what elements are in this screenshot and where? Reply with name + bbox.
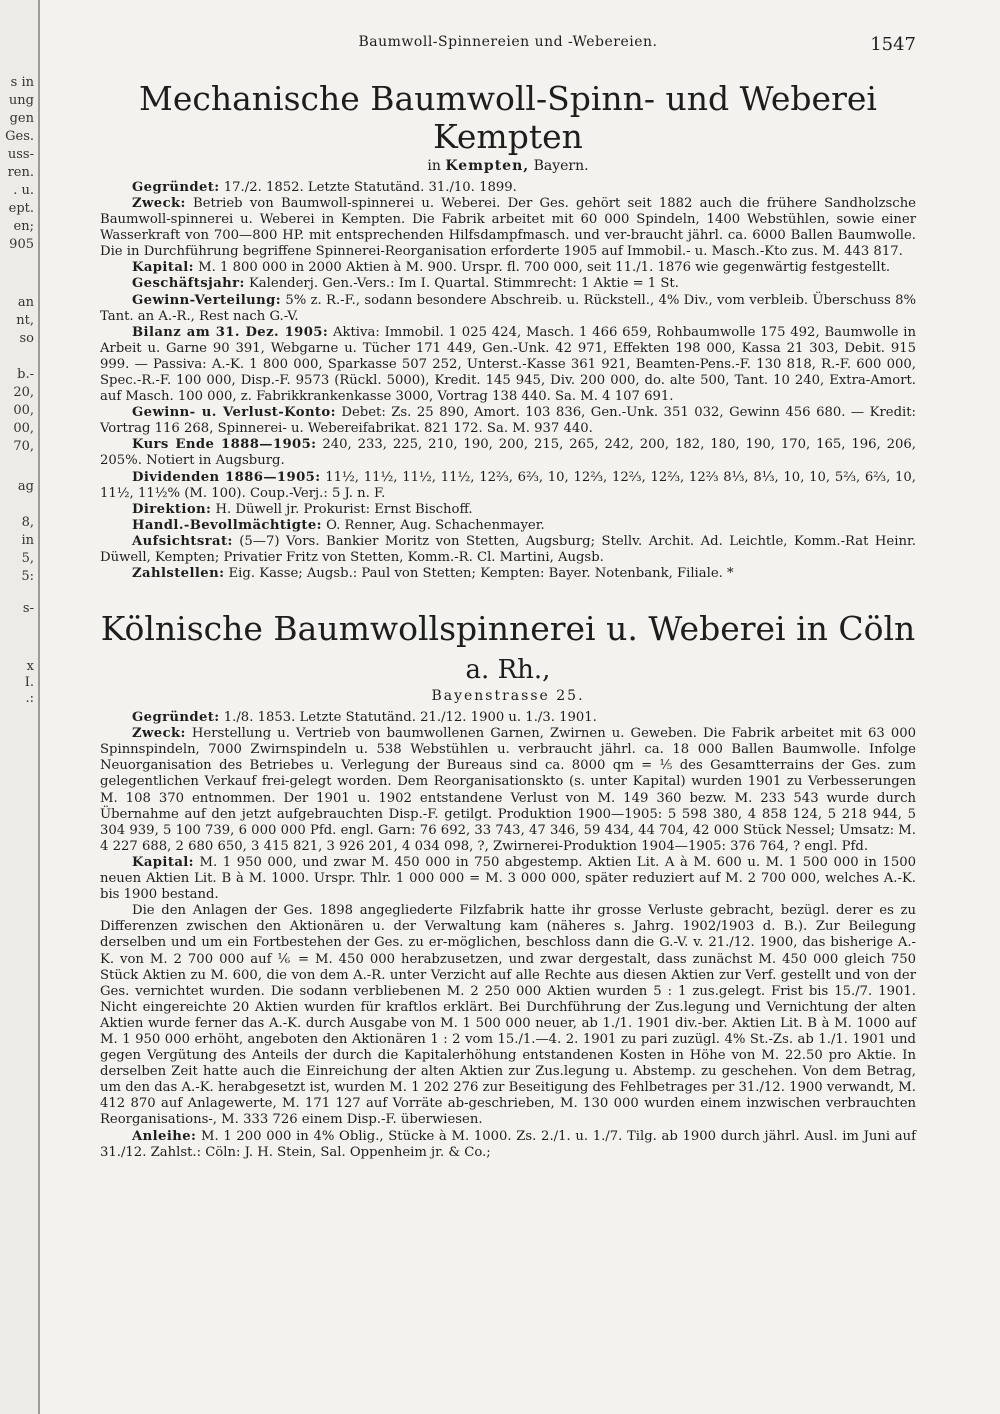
entry-label: Gewinn- u. Verlust-Konto: bbox=[132, 405, 336, 421]
entry-label: Kapital: bbox=[132, 854, 194, 870]
entry-paragraph bbox=[100, 276, 916, 292]
entry-label: Anleihe: bbox=[132, 1128, 197, 1144]
entry-text: M. 1 950 000, und zwar M. 450 000 in 750 abgestemp. Aktien Lit. A à M. 600 u. M. 1 500 000 in 1500 neuen Aktien Lit. B à M. 1000. Urspr. Thlr. 1 000 000 = M. 3 000 000, später reduziert auf M. 2 700 000, welches A.-K. bis 1900 bestand. bbox=[100, 854, 917, 903]
entry-text: Betrieb von Baumwoll-spinnerei u. Weberei. Der Ges. gehört seit 1882 auch die frühere Sandholzsche Baumwoll-spinnerei u. Weberei in Kempten. Die Fabrik arbeitet mit 60 000 Spindeln, 1400 Webstühlen, sowie einer Wasserkraft von 700—800 HP. mit entsprechenden Hilfsdampfmasch. und ver-braucht jährl. ca. 6000 Ballen Baumwolle. Die in Durchführung begriffene Spinnerei-Reorganisation erforderte 1905 auf Immobil.- u. Masch.-Kto zus. M. 443 817. bbox=[100, 195, 916, 260]
entry-paragraph bbox=[100, 470, 916, 502]
margin-fragment: I. bbox=[24, 675, 34, 690]
entry-label: Bilanz am 31. Dez. 1905: bbox=[132, 324, 329, 340]
entry-paragraph bbox=[100, 293, 916, 325]
entry-paragraph bbox=[100, 534, 916, 566]
margin-fragment: ag bbox=[17, 479, 34, 494]
entry-paragraph bbox=[100, 1129, 916, 1161]
entry-text: M. 1 200 000 in 4% Oblig., Stücke à M. 1000. Zs. 2./1. u. 1./7. Tilg. ab 1900 durch jährl. Ausl. im Juni auf 31./12. Zahlst.: Cöln: J. H. Stein, Sal. Oppenheim jr. & Co.; bbox=[100, 1128, 916, 1160]
company-1-title: Mechanische Baumwoll-Spinn- und Weberei Kempten bbox=[139, 79, 877, 156]
entry-paragraph bbox=[100, 710, 916, 726]
running-head bbox=[100, 34, 916, 64]
margin-fragment: gen bbox=[9, 111, 34, 126]
company-2-address: Bayenstrasse 25. bbox=[431, 688, 585, 705]
margin-fragment: 5: bbox=[21, 569, 34, 584]
entry-label: Gegründet: bbox=[132, 710, 220, 726]
entry-text: 17./2. 1852. Letzte Statutänd. 31./10. 1899. bbox=[223, 179, 517, 195]
page bbox=[100, 34, 916, 1161]
page-number: 1547 bbox=[870, 34, 916, 55]
entry-text: H. Düwell jr. Prokurist: Ernst Bischoff. bbox=[215, 501, 473, 517]
margin-fragment: s in bbox=[10, 75, 34, 90]
margin-fragment: an bbox=[17, 295, 34, 310]
margin-fragment: 5, bbox=[21, 551, 34, 566]
company-2-name-suffix: a. Rh., bbox=[465, 655, 551, 686]
company-1-entries bbox=[100, 180, 916, 582]
entry-paragraph bbox=[100, 437, 916, 469]
entry-paragraph bbox=[100, 405, 916, 437]
entry-paragraph bbox=[100, 325, 916, 405]
running-title: Baumwoll-Spinnereien und -Webereien. bbox=[358, 34, 658, 50]
entry-label: Zweck: bbox=[132, 726, 186, 742]
entry-paragraph bbox=[100, 566, 916, 582]
entry-paragraph bbox=[100, 518, 916, 534]
location-prefix: in bbox=[427, 157, 441, 174]
entry-label: Gegründet: bbox=[132, 179, 220, 195]
margin-fragment: s- bbox=[22, 601, 34, 616]
margin-fragment: b.- bbox=[17, 367, 34, 382]
entry-text: Aktiva: Immobil. 1 025 424, Masch. 1 466 659, Rohbaumwolle 175 492, Baumwolle in Arbeit u. Garne 90 391, Webgarne u. Tücher 171 449, Gen.-Unk. 42 971, Effekten 198 000, Kassa 21 303, Debit. 915 999. — Passiva: A.-K. 1 800 000, Sparkasse 507 252, Unterst.-Kasse 361 921, Beamten-Pens.-F. 130 818, R.-F. 600 000, Spec.-R.-F. 100 000, Disp.-F. 9573 (Rückl. 5000), Kredit. 145 945, Div. 200 000, do. alte 500, Tant. 10 240, Extra-Amort. auf Masch. 100 000, z. Fabrikkrankenkasse 3000, Vortrag 138 440. Sa. M. 4 107 691. bbox=[100, 324, 916, 405]
entry-text: 1./8. 1853. Letzte Statutänd. 21./12. 1900 u. 1./3. 1901. bbox=[223, 710, 597, 726]
margin-fragment: 70, bbox=[13, 439, 34, 454]
entry-paragraph bbox=[100, 903, 916, 1128]
entry-text: (5—7) Vors. Bankier Moritz von Stetten, Augsburg; Stellv. Archit. Ad. Leichtle, Komm.-Rat Heinr. Düwell, Kempten; Privatier Fritz von Stetten, Komm.-R. Cl. Martini, Augsb. bbox=[100, 533, 916, 566]
entry-paragraph bbox=[100, 260, 916, 276]
entry-label: Direktion: bbox=[132, 501, 212, 517]
entry-text: Eig. Kasse; Augsb.: Paul von Stetten; Kempten: Bayer. Notenbank, Filiale. * bbox=[228, 566, 734, 582]
margin-fragment: 905 bbox=[9, 237, 34, 252]
entry-text: Herstellung u. Vertrieb von baumwollenen Garnen, Zwirnen u. Geweben. Die Fabrik arbeitet mit 63 000 Spinnspindeln, 7000 Zwirnspindeln u. 538 Webstühlen u. verbraucht jährl. ca. 18 000 Ballen Baumwolle. Infolge Neuorganisation des Betriebes u. Verlegung der Bureaus sind ca. 8000 qm = ⅕ des Gesamtterrains der Ges. zum gelegentlichen Verkauf frei-gelegt worden. Dem Reorganisationskto (s. unter Kapital) wurden 1901 zu Verbesserungen M. 108 370 entnommen. Der 1901 u. 1902 entstandene Verlust von M. 149 360 bezw. M. 233 543 wurde durch Übernahme auf den jetzt aufgebrauchten Disp.-F. getilgt. Produktion 1900—1905: 5 598 380, 4 858 124, 5 218 944, 5 304 939, 5 100 739, 6 000 000 Pfd. engl. Garn: 76 692, 33 743, 47 346, 59 434, 44 704, 42 000 Stück Nessel; Umsatz: M. 4 227 688, 2 680 650, 3 415 821, 3 926 201, 4 034 098, ?, Zwirnerei-Produktion 1904—1905: 376 764, ? engl. Pfd. bbox=[100, 726, 916, 854]
entry-label: Geschäftsjahr: bbox=[132, 276, 245, 292]
margin-fragment: 00, bbox=[13, 403, 34, 418]
margin-fragment: 20, bbox=[13, 385, 34, 400]
company-2-name: Kölnische Baumwollspinnerei u. Weberei in Cöln bbox=[100, 609, 916, 649]
entry-paragraph bbox=[100, 726, 916, 855]
entry-text: Die den Anlagen der Ges. 1898 angegliederte Filzfabrik hatte ihr grosse Verluste gebracht, bezügl. derer es zu Differenzen zwischen den Aktionären u. der Verwaltung kam (näheres s. Jahrg. 1902/1903 d. B.). Zur Beilegung derselben und um ein Fortbestehen der Ges. zu er-möglichen, beschloss dann die G.-V. v. 21./12. 1900, das bisherige A.-K. von M. 2 700 000 auf ⅙ = M. 450 000 herabzusetzen, und zwar dergestalt, dass zunächst M. 450 000 gleich 750 Stück Aktien zu M. 600, die von dem A.-R. unter Verzicht auf alle Rechte aus diesen Aktien zur Verf. gestellt und von der Ges. vernichtet wurden. Die sodann verbliebenen M. 2 250 000 Aktien wurden 5 : 1 zus.gelegt. Frist bis 15./7. 1901. Nicht eingereichte 20 Aktien wurden für kraftlos erklärt. Bei Durchführung der Zus.legung und Vernichtung der alten Aktien wurde ferner das A.-K. durch Ausgabe von M. 1 500 000 neuer, ab 1./1. 1901 div.-ber. Aktien Lit. B à M. 1000 auf M. 1 950 000 erhöht, angeboten den Aktionären 1 : 2 vom 15./1.—4. 2. 1901 zu pari zuzügl. 4% St.-Zs. ab 1./1. 1901 und gegen Vergütung des Anteils der durch die Kapitalerhöhung entstandenen Kosten in Höhe von M. 22.50 pro Aktie. In derselben Zeit hatte auch die Einreichung der alten Aktien zur Zus.legung u. Abstemp. zu geschehen. Von dem Betrag, um den das A.-K. herabgesetzt ist, wurden M. 1 202 276 zur Beseitigung des Fehlbetrages per 31./12. 1900 verwandt, M. 412 870 auf Anlagewerte, M. 171 127 auf Vorräte ab-geschrieben, M. 130 000 wurden einem inzwischen verbrauchten Reorganisations-, M. 333 726 einem Disp.-F. überwiesen. bbox=[100, 903, 916, 1128]
margin-fragment: nt, bbox=[16, 313, 34, 328]
margin-fragment: x bbox=[26, 659, 34, 674]
margin-fragment: 00, bbox=[13, 421, 34, 436]
location-region: Bayern. bbox=[533, 157, 589, 174]
company-1-location bbox=[100, 158, 916, 174]
entry-label: Zweck: bbox=[132, 195, 186, 211]
company-2-entries bbox=[100, 710, 916, 1161]
entry-text: Kalenderj. Gen.-Vers.: Im I. Quartal. Stimmrecht: 1 Aktie = 1 St. bbox=[248, 276, 679, 292]
margin-fragment: 8, bbox=[21, 515, 34, 530]
margin-fragment: ung bbox=[8, 93, 34, 108]
margin-fragment: .: bbox=[25, 691, 34, 706]
entry-label: Kurs Ende 1888—1905: bbox=[132, 437, 317, 453]
company-2-title bbox=[100, 610, 916, 686]
margin-fragment: en; bbox=[13, 219, 34, 234]
margin-fragment: Ges. bbox=[5, 129, 34, 144]
entry-paragraph bbox=[100, 855, 916, 903]
entry-label: Dividenden 1886—1905: bbox=[132, 469, 321, 485]
entry-paragraph bbox=[100, 502, 916, 518]
margin-fragment: ren. bbox=[7, 165, 34, 180]
margin-fragment: ept. bbox=[8, 201, 34, 216]
entry-text: 11½, 11½, 11½, 11½, 12⅔, 6⅔, 10, 12⅔, 12⅔, 12⅔, 12⅔ 8⅓, 8⅓, 10, 10, 5⅔, 6⅔, 10, 11½, 11½% (M. 100). Coup.-Verj.: 5 J. n. F. bbox=[100, 469, 916, 501]
margin-fragment: in bbox=[21, 533, 34, 548]
entry-paragraph bbox=[100, 180, 916, 196]
left-margin-fragments bbox=[0, 0, 40, 1414]
entry-text: M. 1 800 000 in 2000 Aktien à M. 900. Urspr. fl. 700 000, seit 11./1. 1876 wie gegenwärtig festgestellt. bbox=[198, 260, 891, 276]
entry-label: Zahlstellen: bbox=[132, 566, 225, 582]
entry-label: Aufsichtsrat: bbox=[132, 533, 233, 549]
entry-label: Handl.-Bevollmächtigte: bbox=[132, 517, 322, 533]
entry-text: O. Renner, Aug. Schachenmayer. bbox=[326, 517, 545, 533]
entry-text: 240, 233, 225, 210, 190, 200, 215, 265, 242, 200, 182, 180, 190, 170, 165, 196, 206, 205%. Notiert in Augsburg. bbox=[100, 437, 916, 469]
margin-fragment: so bbox=[19, 331, 34, 346]
margin-fragment: . u. bbox=[13, 183, 34, 198]
entry-paragraph bbox=[100, 196, 916, 260]
entry-text: Debet: Zs. 25 890, Amort. 103 836, Gen.-Unk. 351 032, Gewinn 456 680. — Kredit: Vortrag 116 268, Spinnerei- u. Webereifabrikat. 821 172. Sa. M. 937 440. bbox=[100, 405, 916, 437]
entry-label: Gewinn-Verteilung: bbox=[132, 292, 282, 308]
margin-fragment: uss- bbox=[7, 147, 34, 162]
entry-text: 5% z. R.-F., sodann besondere Abschreib. u. Rückstell., 4% Div., vom verbleib. Überschuss 8% Tant. an A.-R., Rest nach G.-V. bbox=[100, 292, 916, 324]
location-city: Kempten, bbox=[445, 157, 530, 174]
entry-label: Kapital: bbox=[132, 260, 194, 276]
